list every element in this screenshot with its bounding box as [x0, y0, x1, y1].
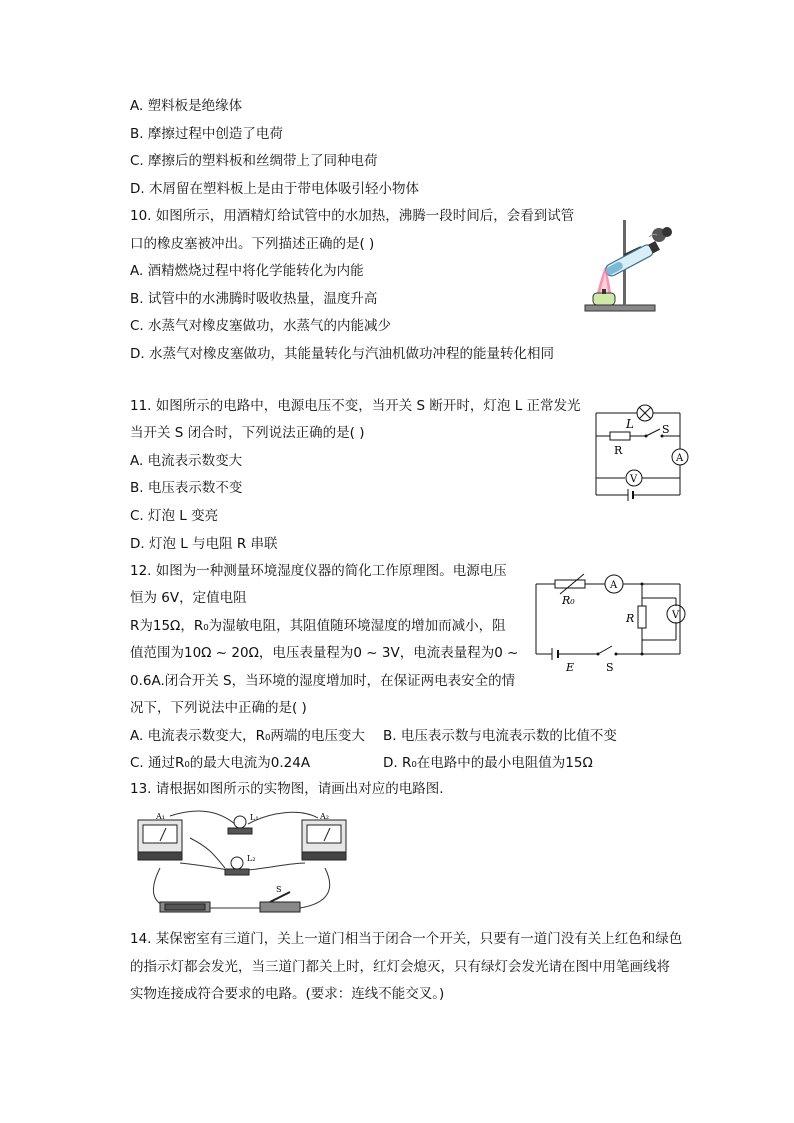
q13-label-a2: A₂	[320, 812, 329, 821]
q11-stem-line2: 当开关 S 闭合时，下列说法正确的是( )	[130, 425, 365, 441]
q14-line2: 的指示灯都会发光，当三道门都关上时，红灯会熄灭，只有绿灯会发光请在图中用笔画线将	[130, 959, 670, 975]
q9-option-b: B. 摩擦过程中创造了电荷	[130, 126, 283, 142]
q11-label-s: S	[662, 423, 670, 436]
q11-voltmeter-label: V	[630, 474, 638, 485]
q10-option-a: A. 酒精燃烧过程中将化学能转化为内能	[130, 263, 364, 279]
q12-option-d: D. R₀在电路中的最小电阻值为15Ω	[383, 755, 593, 771]
q9-option-c: C. 摩擦后的塑料板和丝绸带上了同种电荷	[130, 153, 378, 169]
q12-stem-line5: 0.6A.闭合开关 S，当环境的湿度增加时，在保证两电表安全的情	[130, 673, 516, 689]
q11-option-a: A. 电流表示数变大	[130, 453, 243, 469]
q12-stem-line1: 12. 如图为一种测量环境湿度仪器的简化工作原理图。电源电压	[130, 563, 507, 579]
q11-option-d: D. 灯泡 L 与电阻 R 串联	[130, 536, 278, 552]
q12-stem-line2: 恒为 6V，定值电阻	[130, 590, 247, 606]
q9-option-d: D. 木屑留在塑料板上是由于带电体吸引轻小物体	[130, 181, 419, 197]
test-tube-apparatus-figure	[583, 215, 683, 315]
q10-option-b: B. 试管中的水沸腾时吸收热量，温度升高	[130, 291, 378, 307]
q13-physical-circuit-figure	[130, 808, 350, 918]
q10-option-d: D. 水蒸气对橡皮塞做功，其能量转化与汽油机做功冲程的能量转化相同	[130, 346, 554, 362]
q9-option-a: A. 塑料板是绝缘体	[130, 98, 243, 114]
q11-option-b: B. 电压表示数不变	[130, 480, 243, 496]
q12-label-s: S	[606, 661, 614, 674]
q11-option-c: C. 灯泡 L 变亮	[130, 508, 219, 524]
q12-option-b: B. 电压表示数与电流表示数的比值不变	[383, 728, 617, 744]
q12-stem-line3: R为15Ω，R₀为湿敏电阻，其阻值随环境湿度的增加而减小，阻	[130, 618, 506, 634]
q13-label-a1: A₁	[156, 812, 165, 821]
q13-label-l1: L₁	[250, 813, 259, 822]
q12-option-a: A. 电流表示数变大，R₀两端的电压变大	[130, 728, 365, 744]
q12-option-c: C. 通过R₀的最大电流为0.24A	[130, 755, 311, 771]
q11-label-l: L	[626, 417, 634, 431]
q10-stem-line2: 口的橡皮塞被冲出。下列描述正确的是( )	[130, 236, 375, 252]
q12-voltmeter-label: V	[672, 610, 680, 621]
q12-circuit-diagram	[530, 568, 695, 676]
q10-option-c: C. 水蒸气对橡皮塞做功，水蒸气的内能减少	[130, 318, 392, 334]
q14-line3: 实物连接成符合要求的电路。(要求：连线不能交叉。)	[130, 986, 445, 1002]
q11-circuit-diagram	[590, 403, 690, 505]
q10-stem-line1: 10. 如图所示，用酒精灯给试管中的水加热，沸腾一段时间后，会看到试管	[130, 208, 575, 224]
q12-label-e: E	[566, 661, 575, 674]
q12-stem-line4: 值范围为10Ω ~ 20Ω，电压表量程为0 ~ 3V，电流表量程为0 ~	[130, 645, 519, 661]
q13-stem: 13. 请根据如图所示的实物图，请画出对应的电路图.	[130, 781, 444, 797]
q13-label-s: S	[276, 885, 282, 894]
q12-ammeter-label: A	[610, 580, 618, 591]
q13-label-l2: L₂	[247, 854, 256, 863]
q12-label-r: R	[626, 612, 635, 625]
q12-stem-line6: 况下，下列说法中正确的是( )	[130, 700, 307, 716]
q12-label-r0: R₀	[562, 594, 575, 607]
q11-ammeter-label: A	[676, 453, 684, 464]
q11-label-r: R	[614, 444, 623, 457]
q14-line1: 14. 某保密室有三道门，关上一道门相当于闭合一个开关，只要有一道门没有关上红色和绿色	[130, 931, 683, 947]
q11-stem-line1: 11. 如图所示的电路中，电源电压不变，当开关 S 断开时，灯泡 L 正常发光	[130, 398, 581, 414]
